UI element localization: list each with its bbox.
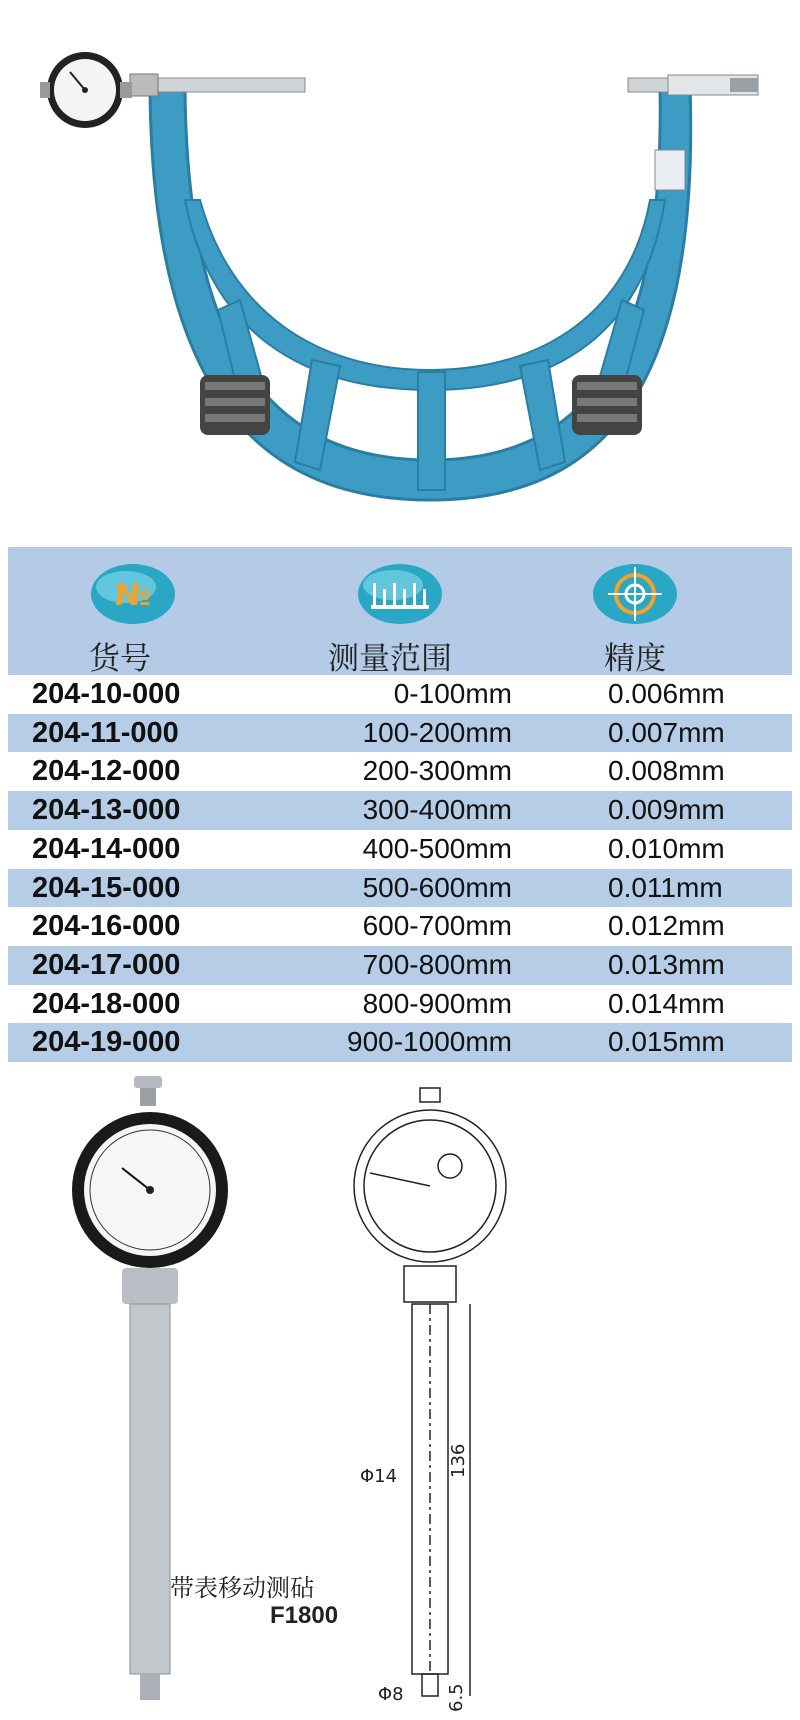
dim-tip-diameter: Φ8	[378, 1684, 404, 1705]
accuracy-value: 0.008mm	[608, 755, 725, 787]
dim-length: 136	[448, 1443, 469, 1478]
frame-nameplate	[655, 150, 685, 190]
table-row	[8, 946, 792, 985]
left-anvil-rod	[150, 78, 305, 92]
measuring-range: 0-100mm	[393, 678, 512, 709]
accuracy-value: 0.009mm	[608, 794, 725, 826]
item-code: 204-13-000	[32, 794, 181, 827]
item-code: 204-18-000	[32, 987, 181, 1020]
outside-micrometer-image	[0, 0, 800, 540]
dial-anvil-photo	[72, 1076, 228, 1700]
item-code: 204-15-000	[32, 871, 181, 904]
item-code: 204-19-000	[32, 1026, 181, 1059]
dial-indicator-icon	[40, 52, 132, 128]
accuracy-value: 0.015mm	[608, 1026, 725, 1058]
item-code: 204-11-000	[32, 716, 179, 749]
item-code: 204-12-000	[32, 755, 181, 788]
accessory-model: F1800	[270, 1602, 339, 1629]
table-row	[8, 985, 792, 1024]
table-row	[8, 1023, 792, 1062]
table-row	[8, 907, 792, 946]
accuracy-value: 0.007mm	[608, 716, 725, 748]
measuring-range: 400-500mm	[362, 832, 512, 864]
measuring-range: 200-300mm	[362, 755, 512, 787]
number-badge-icon	[86, 559, 180, 629]
item-code: 204-10-000	[32, 678, 181, 710]
accuracy-value: 0.010mm	[608, 832, 725, 864]
frame-spoke	[418, 372, 445, 490]
table-row	[8, 830, 792, 869]
item-code: 204-17-000	[32, 948, 181, 981]
table-row	[8, 675, 792, 714]
measuring-range: 100-200mm	[362, 716, 512, 748]
ruler-icon	[353, 559, 447, 629]
header-range: 测量范围	[328, 641, 452, 677]
left-insulator-grip	[200, 375, 270, 435]
table-row	[8, 752, 792, 791]
spec-table	[8, 547, 792, 1062]
table-row	[8, 791, 792, 830]
table-row	[8, 714, 792, 753]
right-insulator-grip	[572, 375, 642, 435]
dim-shaft-diameter: Φ14	[360, 1466, 398, 1487]
accessory-caption: 带表移动测砧	[170, 1574, 314, 1602]
accuracy-value: 0.012mm	[608, 910, 725, 942]
dial-anvil-drawing	[354, 1088, 506, 1696]
dim-tip-length: 6.5	[446, 1683, 467, 1712]
accuracy-value: 0.011mm	[608, 871, 723, 903]
header-item-no: 货号	[89, 641, 151, 677]
dial-anvil-illustration	[0, 1068, 800, 1720]
accuracy-value: 0.006mm	[608, 678, 725, 709]
table-row	[8, 869, 792, 908]
measuring-range: 900-1000mm	[347, 1026, 512, 1058]
right-spindle	[628, 78, 668, 92]
measuring-range: 500-600mm	[362, 871, 512, 903]
item-code: 204-16-000	[32, 910, 181, 943]
measuring-range: 800-900mm	[362, 987, 512, 1019]
measuring-range: 600-700mm	[362, 910, 512, 942]
item-code: 204-14-000	[32, 832, 181, 865]
crosshair-target-icon	[588, 559, 682, 629]
header-accuracy: 精度	[604, 641, 666, 677]
number-badge-text: №	[114, 578, 152, 613]
accuracy-value: 0.014mm	[608, 987, 725, 1019]
measuring-range: 700-800mm	[362, 948, 512, 980]
measuring-range: 300-400mm	[362, 794, 512, 826]
accuracy-value: 0.013mm	[608, 948, 725, 980]
